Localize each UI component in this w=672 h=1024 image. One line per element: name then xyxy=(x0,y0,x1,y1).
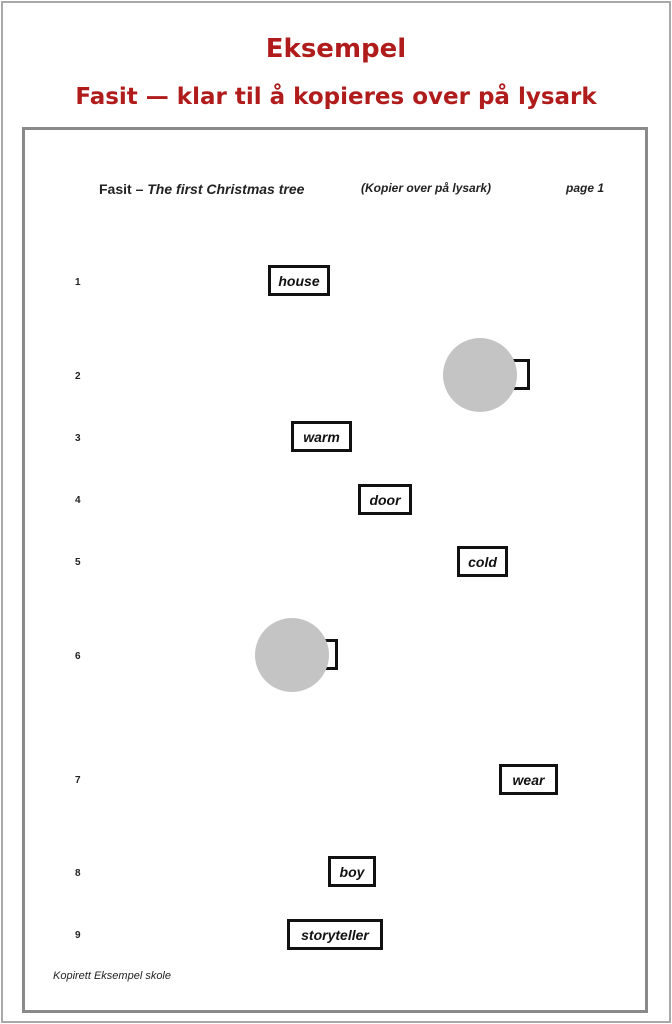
answer-box: storyteller xyxy=(287,919,383,950)
story-title: The first Christmas tree xyxy=(147,181,305,197)
row-number: 3 xyxy=(75,433,81,444)
worksheet-title xyxy=(99,181,304,197)
copy-note: (Kopier over på lysark) xyxy=(361,181,492,195)
row-number: 9 xyxy=(75,930,81,941)
page-number: page 1 xyxy=(566,181,605,195)
answer-box: warm xyxy=(291,421,352,452)
row-number: 7 xyxy=(75,775,81,786)
fasit-prefix: Fasit – xyxy=(99,181,148,197)
row-number: 6 xyxy=(75,651,81,662)
row-number: 2 xyxy=(75,371,81,382)
row-number: 4 xyxy=(75,495,81,506)
redaction-circle xyxy=(443,338,517,412)
row-number: 8 xyxy=(75,868,81,879)
answer-box: house xyxy=(268,265,330,296)
answer-box: boy xyxy=(328,856,376,887)
row-number: 5 xyxy=(75,557,81,568)
page-subtitle: Fasit — klar til å kopieres over på lysark xyxy=(75,84,597,110)
answer-box: door xyxy=(358,484,412,515)
answer-box: wear xyxy=(499,764,558,795)
row-number: 1 xyxy=(75,277,81,288)
answer-box: cold xyxy=(457,546,508,577)
worksheet xyxy=(22,127,648,1013)
page-title: Eksempel xyxy=(265,34,407,64)
copyright-footer: Kopirett Eksempel skole xyxy=(53,970,171,982)
redaction-circle xyxy=(255,618,329,692)
